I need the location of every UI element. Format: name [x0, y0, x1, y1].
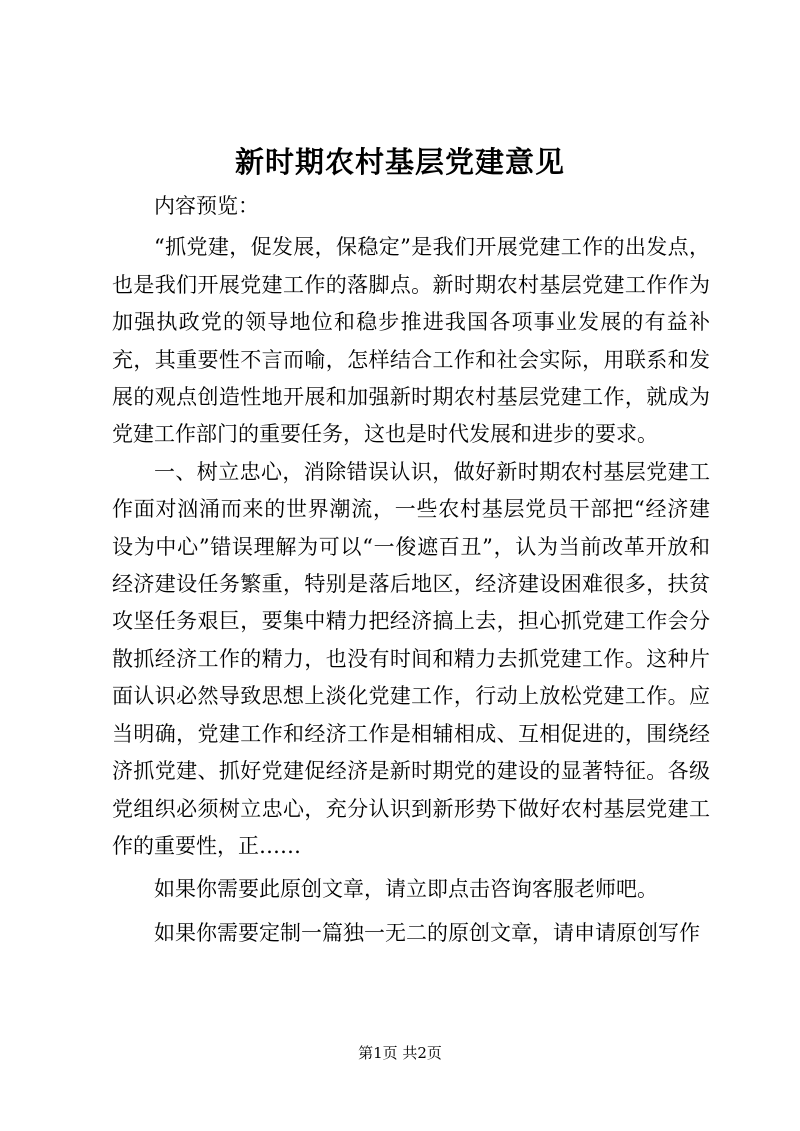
page-number-footer: 第1页 共2页: [358, 1044, 442, 1062]
paragraph-custom-writing-notice: 如果你需要定制一篇独一无二的原创文章，请申请原创写作: [154, 920, 700, 945]
page-title: 新时期农村基层党建意见: [234, 145, 565, 179]
paragraph-intro: “抓党建，促发展，保稳定”是我们开展党建工作的出发点，也是我们开展党建工作的落脚点。新时期农村基层党建工作作为加强执政党的领导地位和稳步推进我国各项事业发展的有益补充，其重要性不言而喻，怎样结合工作和社会实际，用联系和发展的观点创造性地开展和加强新时期农村基层党建工作，就成为党建工作部门的重要任务，这也是时代发展和进步的要求。: [112, 235, 710, 447]
document-body: [112, 188, 710, 952]
paragraph-section-one: 一、树立忠心，消除错误认识，做好新时期农村基层党建工作面对汹涌而来的世界潮流，一些农村基层党员干部把“经济建设为中心”错误理解为可以“一俊遮百丑”，认为当前改革开放和经济建设任务繁重，特别是落后地区，经济建设困难很多，扶贫攻坚任务艰巨，要集中精力把经济搞上去，担心抓党建工作会分散抓经济工作的精力，也没有时间和精力去抓党建工作。这种片面认识必然导致思想上淡化党建工作，行动上放松党建工作。应当明确，党建工作和经济工作是相辅相成、互相促进的，围绕经济抓党建、抓好党建促经济是新时期党的建设的显著特征。各级党组织必须树立忠心，充分认识到新形势下做好农村基层党建工作的重要性，正……: [112, 459, 710, 858]
preview-label: 内容预览：: [154, 194, 259, 218]
paragraph-consult-notice: 如果你需要此原创文章，请立即点击咨询客服老师吧。: [154, 877, 658, 902]
